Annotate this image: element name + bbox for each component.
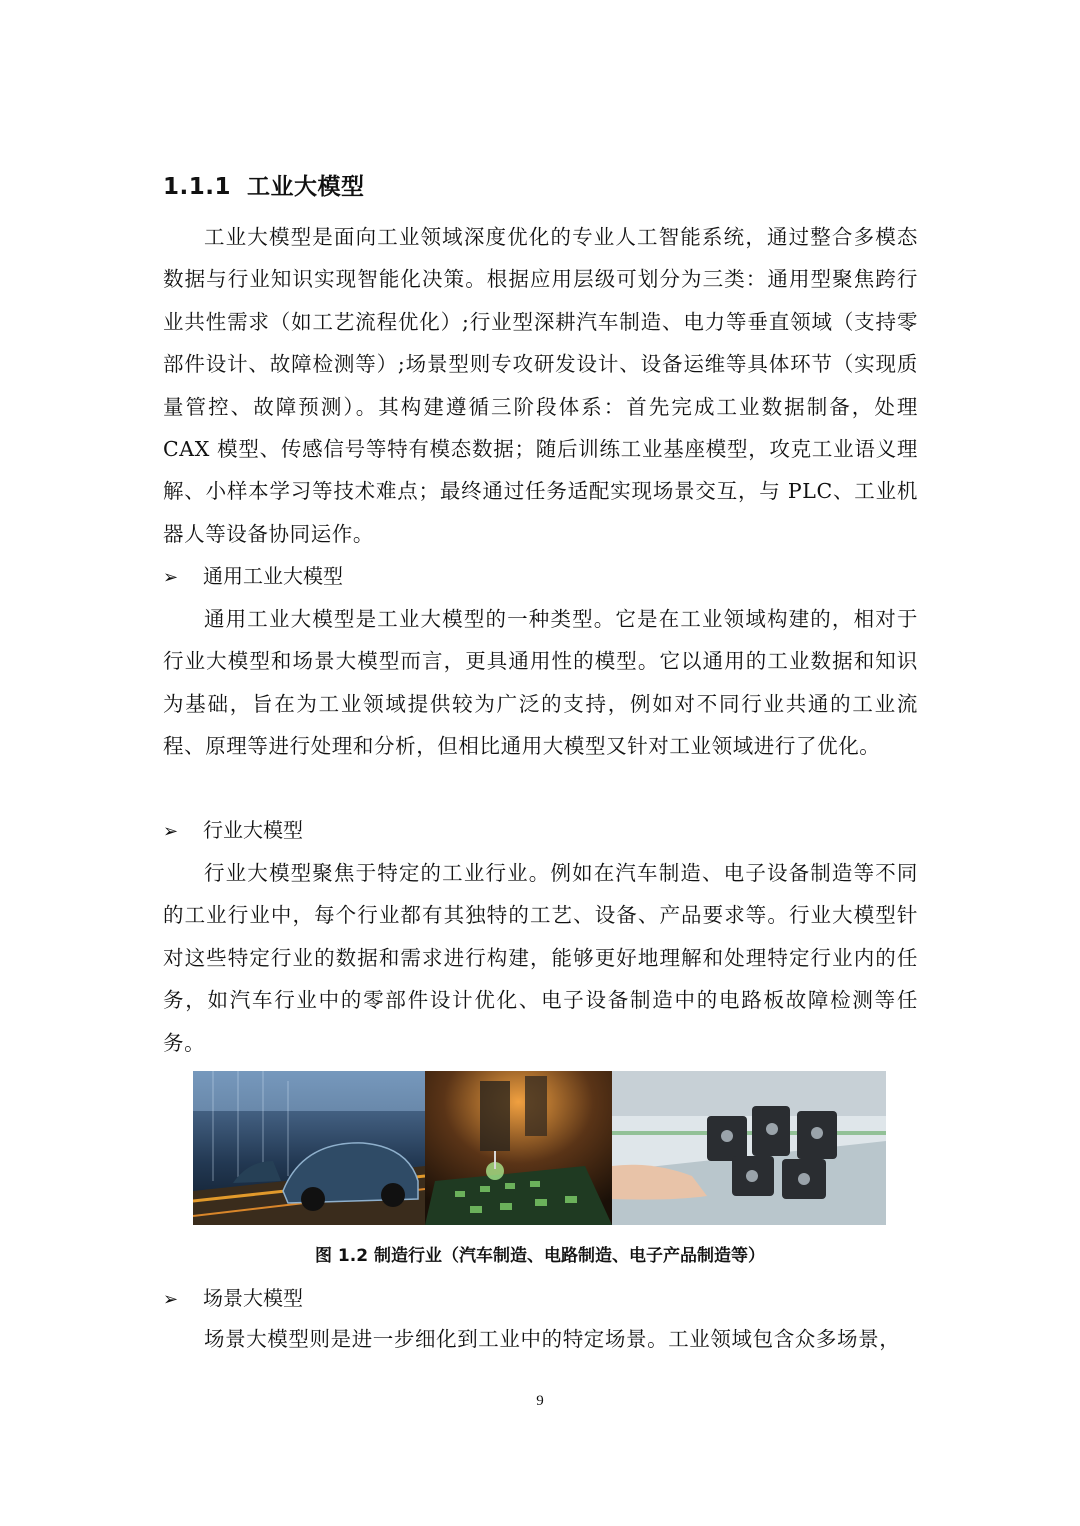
bullet-arrow-icon: ➢ — [163, 821, 179, 842]
section-heading — [163, 168, 365, 201]
figure-manufacturing-photos — [193, 1071, 886, 1225]
car-assembly-line-photo — [193, 1071, 425, 1225]
intro-paragraph: 工业大模型是面向工业领域深度优化的专业人工智能系统，通过整合多模态数据与行业知识实现智能化决策。根据应用层级可划分为三类：通用型聚焦跨行业共性需求（如工艺流程优化）;行业型深耕汽车制造、电力等垂直领域（支持零部件设计、故障检测等）;场景型则专攻研发设计、设备运维等具体环节（实现质量管控、故障预测）。其构建遵循三阶段体系：首先完成工业数据制备，处理 CAX 模型、传感信号等特有模态数据；随后训练工业基座模型，攻克工业语义理解、小样本学习等技术难点；最终通过任务适配实现场景交互，与 PLC、工业机器人等设备协同运作。 — [163, 225, 918, 546]
bullet-industry-model — [163, 815, 303, 847]
general-model-paragraph: 通用工业大模型是工业大模型的一种类型。它是在工业领域构建的，相对于行业大模型和场景大模型而言，更具通用性的模型。它以通用的工业数据和知识为基础，旨在为工业领域提供较为广泛的支持，例如对不同行业共通的工业流程、原理等进行处理和分析，但相比通用大模型又针对工业领域进行了优化。 — [163, 607, 918, 759]
bullet-scene-model — [163, 1283, 303, 1315]
industry-model-paragraph: 行业大模型聚焦于特定的工业行业。例如在汽车制造、电子设备制造等不同的工业行业中，每个行业都有其独特的工艺、设备、产品要求等。行业大模型针对这些特定行业的数据和需求进行构建，能够更好地理解和处理特定行业内的任务，如汽车行业中的零部件设计优化、电子设备制造中的电路板故障检测等任务。 — [163, 861, 918, 1055]
car-assembly-line-image — [193, 1071, 425, 1225]
figure-caption: 图 1.2 制造行业（汽车制造、电路制造、电子产品制造等） — [315, 1246, 765, 1266]
section-number: 1.1.1 — [163, 174, 231, 200]
bullet-label: 行业大模型 — [203, 818, 303, 842]
bullet-label: 场景大模型 — [203, 1286, 303, 1310]
page-number: 9 — [536, 1393, 544, 1409]
circuit-board-photo — [425, 1071, 612, 1225]
bullet-arrow-icon: ➢ — [163, 567, 179, 588]
scene-model-paragraph: 场景大模型则是进一步细化到工业中的特定场景。工业领域包含众多场景， — [204, 1327, 901, 1351]
electronics-assembly-photo — [612, 1071, 886, 1225]
electronics-assembly-image — [612, 1071, 886, 1225]
bullet-general-model — [163, 561, 343, 593]
bullet-label: 通用工业大模型 — [203, 564, 343, 588]
bullet-arrow-icon: ➢ — [163, 1289, 179, 1310]
section-title: 工业大模型 — [247, 174, 365, 200]
circuit-board-image — [425, 1071, 612, 1225]
